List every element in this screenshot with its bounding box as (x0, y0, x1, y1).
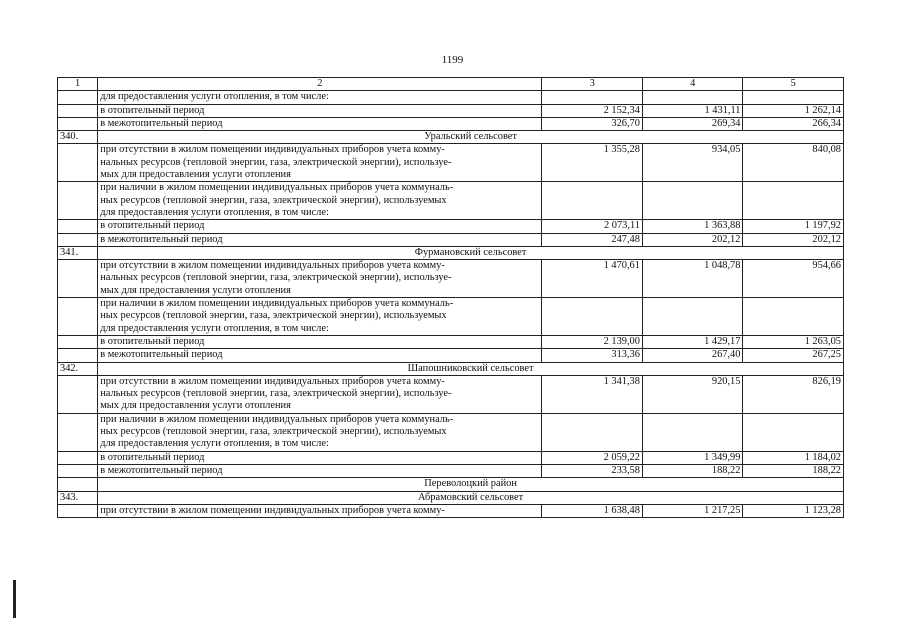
description-line: при отсутствии в жилом помещении индивидуальных приборов учета комму- (100, 144, 445, 156)
table-row (58, 451, 844, 464)
description-line: при наличии в жилом помещении индивидуальных приборов учета коммуналь- (100, 298, 454, 310)
description-line: ных ресурсов (тепловой энергии, газа, электрической энергии), используемых (100, 194, 447, 206)
description-line: нальных ресурсов (тепловой энергии, газа, электрической энергии), используе- (100, 388, 452, 400)
value-col-4 (642, 413, 743, 451)
section-title: Уральский сельсовет (98, 131, 844, 144)
table-row (58, 335, 844, 348)
empty-cell (58, 104, 98, 117)
tariff-table (57, 77, 844, 518)
empty-cell (58, 504, 98, 517)
empty-cell (58, 233, 98, 246)
value-col-4: 1 431,11 (642, 104, 743, 117)
row-description: в отопительный период (98, 335, 542, 348)
value-col-5: 954,66 (743, 260, 844, 298)
value-col-5 (743, 413, 844, 451)
empty-cell (58, 413, 98, 451)
row-description (98, 375, 542, 413)
value-col-3: 247,48 (542, 233, 643, 246)
empty-cell (58, 260, 98, 298)
value-col-3: 233,58 (542, 464, 643, 477)
description-line: для предоставления услуги отопления, в том числе: (100, 438, 329, 450)
description-line: ных ресурсов (тепловой энергии, газа, электрической энергии), используемых (100, 310, 447, 322)
value-col-4 (642, 182, 743, 220)
empty-cell (58, 91, 98, 104)
section-title: Фурмановский сельсовет (98, 246, 844, 259)
table-row (58, 413, 844, 451)
empty-cell (58, 117, 98, 130)
description-line: мых для предоставления услуги отопления (100, 400, 291, 412)
value-col-4: 1 217,25 (642, 504, 743, 517)
description-line: при наличии в жилом помещении индивидуальных приборов учета коммуналь- (100, 182, 454, 194)
value-col-5 (743, 298, 844, 336)
value-col-5: 1 197,92 (743, 220, 844, 233)
empty-cell (58, 335, 98, 348)
empty-cell (58, 349, 98, 362)
value-col-5 (743, 182, 844, 220)
value-col-3: 2 152,34 (542, 104, 643, 117)
table-row (58, 91, 844, 104)
empty-cell (58, 144, 98, 182)
table-row (58, 233, 844, 246)
value-col-3: 1 355,28 (542, 144, 643, 182)
value-col-5: 202,12 (743, 233, 844, 246)
district-row (58, 478, 844, 491)
value-col-4: 1 048,78 (642, 260, 743, 298)
row-description: в отопительный период (98, 451, 542, 464)
section-row (58, 362, 844, 375)
row-description: в межотопительный период (98, 233, 542, 246)
empty-cell (58, 464, 98, 477)
value-col-3: 2 059,22 (542, 451, 643, 464)
value-col-3: 2 073,11 (542, 220, 643, 233)
table-row (58, 104, 844, 117)
table-header-row (58, 78, 844, 91)
section-title: Абрамовский сельсовет (98, 491, 844, 504)
value-col-4: 269,34 (642, 117, 743, 130)
section-number: 342. (58, 362, 98, 375)
value-col-5: 840,08 (743, 144, 844, 182)
value-col-3: 313,36 (542, 349, 643, 362)
table-row (58, 464, 844, 477)
value-col-5: 188,22 (743, 464, 844, 477)
row-description (98, 182, 542, 220)
value-col-3: 1 341,38 (542, 375, 643, 413)
description-line: ных ресурсов (тепловой энергии, газа, электрической энергии), используемых (100, 426, 447, 438)
row-description (98, 298, 542, 336)
value-col-3 (542, 91, 643, 104)
section-row (58, 246, 844, 259)
description-line: при отсутствии в жилом помещении индивидуальных приборов учета комму- (100, 375, 445, 387)
description-line: нальных ресурсов (тепловой энергии, газа, электрической энергии), используе- (100, 156, 452, 168)
section-number: 341. (58, 246, 98, 259)
value-col-4 (642, 298, 743, 336)
row-description: в межотопительный период (98, 117, 542, 130)
description-line: для предоставления услуги отопления, в том числе: (100, 322, 329, 334)
district-title: Переволоцкий район (98, 478, 844, 491)
empty-cell (58, 478, 98, 491)
header-col-3: 3 (542, 78, 643, 91)
value-col-4: 1 349,99 (642, 451, 743, 464)
section-number: 340. (58, 131, 98, 144)
table-row (58, 260, 844, 298)
table-row (58, 349, 844, 362)
header-col-2: 2 (98, 78, 542, 91)
section-row (58, 491, 844, 504)
value-col-4: 188,22 (642, 464, 743, 477)
value-col-5: 826,19 (743, 375, 844, 413)
value-col-5: 266,34 (743, 117, 844, 130)
value-col-3: 2 139,00 (542, 335, 643, 348)
value-col-3 (542, 182, 643, 220)
description-line: нальных ресурсов (тепловой энергии, газа, электрической энергии), используе- (100, 272, 452, 284)
value-col-3 (542, 298, 643, 336)
row-description: в отопительный период (98, 220, 542, 233)
value-col-5: 1 262,14 (743, 104, 844, 117)
row-description: в межотопительный период (98, 464, 542, 477)
description-line: для предоставления услуги отопления, в том числе: (100, 206, 329, 218)
value-col-5: 1 263,05 (743, 335, 844, 348)
value-col-4 (642, 91, 743, 104)
value-col-4: 267,40 (642, 349, 743, 362)
row-description: при отсутствии в жилом помещении индивидуальных приборов учета комму- (98, 504, 542, 517)
table-row (58, 220, 844, 233)
description-line: при отсутствии в жилом помещении индивидуальных приборов учета комму- (100, 260, 445, 272)
value-col-3: 1 470,61 (542, 260, 643, 298)
table-row (58, 144, 844, 182)
value-col-4: 1 429,17 (642, 335, 743, 348)
header-col-4: 4 (642, 78, 743, 91)
table-row (58, 375, 844, 413)
empty-cell (58, 182, 98, 220)
description-line: мых для предоставления услуги отопления (100, 284, 291, 296)
row-description: для предоставления услуги отопления, в том числе: (98, 91, 542, 104)
table-row (58, 117, 844, 130)
value-col-4: 202,12 (642, 233, 743, 246)
value-col-5: 1 184,02 (743, 451, 844, 464)
value-col-3 (542, 413, 643, 451)
table-row (58, 182, 844, 220)
empty-cell (58, 375, 98, 413)
table-row (58, 504, 844, 517)
row-description (98, 413, 542, 451)
empty-cell (58, 298, 98, 336)
value-col-4: 920,15 (642, 375, 743, 413)
row-description: в отопительный период (98, 104, 542, 117)
description-line: мых для предоставления услуги отопления (100, 169, 291, 181)
section-number: 343. (58, 491, 98, 504)
header-col-5: 5 (743, 78, 844, 91)
page-number: 1199 (441, 54, 464, 66)
value-col-5: 1 123,28 (743, 504, 844, 517)
value-col-5: 267,25 (743, 349, 844, 362)
value-col-4: 934,05 (642, 144, 743, 182)
section-row (58, 131, 844, 144)
row-description (98, 260, 542, 298)
empty-cell (58, 220, 98, 233)
value-col-3: 1 638,48 (542, 504, 643, 517)
description-line: при наличии в жилом помещении индивидуальных приборов учета коммуналь- (100, 413, 454, 425)
header-col-1: 1 (58, 78, 98, 91)
value-col-5 (743, 91, 844, 104)
table-row (58, 298, 844, 336)
scan-margin-mark (13, 580, 16, 618)
row-description (98, 144, 542, 182)
empty-cell (58, 451, 98, 464)
section-title: Шапошниковский сельсовет (98, 362, 844, 375)
row-description: в межотопительный период (98, 349, 542, 362)
value-col-3: 326,70 (542, 117, 643, 130)
value-col-4: 1 363,88 (642, 220, 743, 233)
